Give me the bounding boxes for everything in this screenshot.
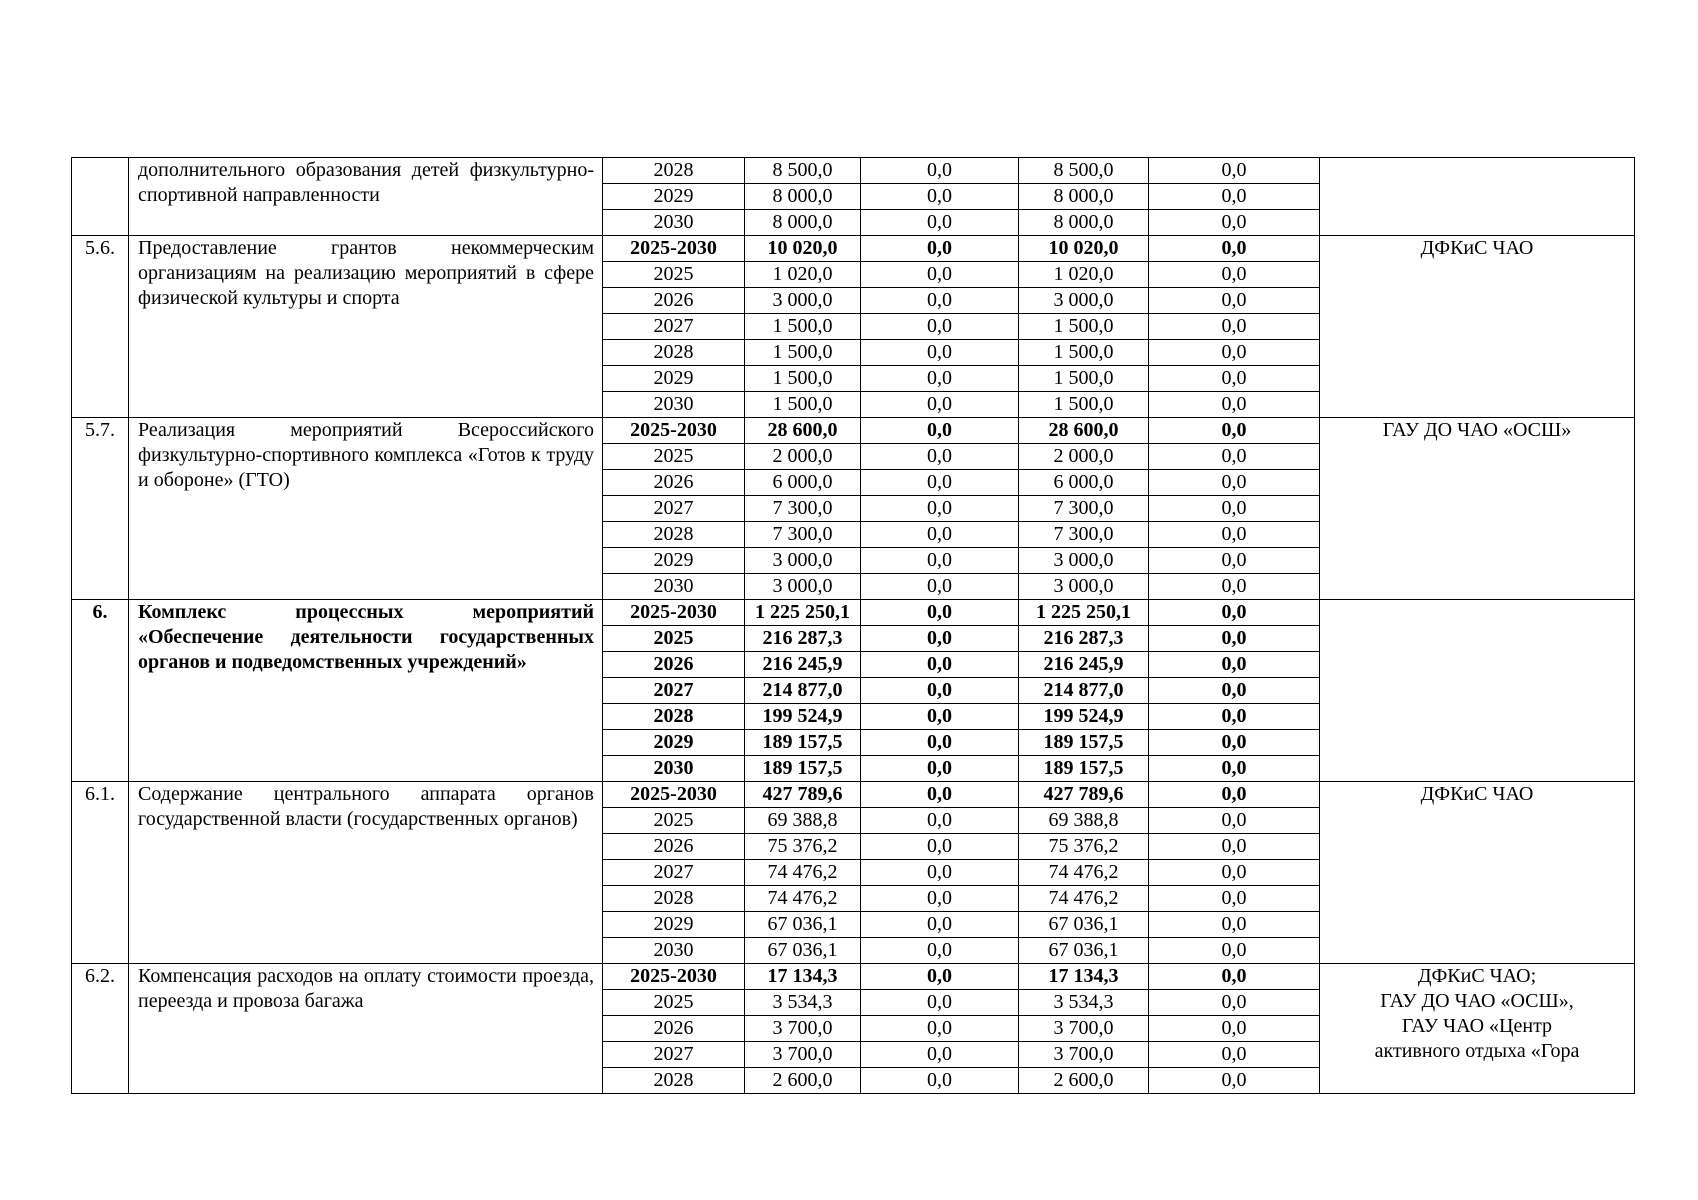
year-cell: 2029 xyxy=(603,184,745,210)
year-cell: 2025 xyxy=(603,990,745,1016)
federal-cell: 0,0 xyxy=(861,314,1019,340)
federal-cell: 0,0 xyxy=(861,158,1019,184)
other-cell: 0,0 xyxy=(1149,860,1320,886)
total-cell: 2 000,0 xyxy=(745,444,861,470)
regional-cell: 67 036,1 xyxy=(1019,912,1149,938)
federal-cell: 0,0 xyxy=(861,652,1019,678)
federal-cell: 0,0 xyxy=(861,834,1019,860)
total-cell: 7 300,0 xyxy=(745,522,861,548)
regional-cell: 7 300,0 xyxy=(1019,496,1149,522)
item-name: Содержание центрального аппарата органов государственной власти (государственных органов) xyxy=(138,783,594,830)
federal-cell: 0,0 xyxy=(861,366,1019,392)
regional-cell: 17 134,3 xyxy=(1019,964,1149,990)
year-cell: 2026 xyxy=(603,1016,745,1042)
year-cell: 2025-2030 xyxy=(603,418,745,444)
total-cell: 1 500,0 xyxy=(745,366,861,392)
item-name: Комплекс процессных мероприятий «Обеспечение деятельности государственных органов и подведомственных учреждений» xyxy=(138,601,594,673)
item-number: 5.7. xyxy=(72,418,129,600)
other-cell: 0,0 xyxy=(1149,678,1320,704)
table-row xyxy=(72,782,1635,808)
year-cell: 2025 xyxy=(603,262,745,288)
regional-cell: 1 500,0 xyxy=(1019,392,1149,418)
total-cell: 3 000,0 xyxy=(745,288,861,314)
federal-cell: 0,0 xyxy=(861,184,1019,210)
executor-line: ГАУ ДО ЧАО «ОСШ», xyxy=(1380,990,1574,1012)
year-cell: 2027 xyxy=(603,314,745,340)
executor-line: активного отдыха «Гора xyxy=(1374,1040,1580,1062)
year-cell: 2025-2030 xyxy=(603,964,745,990)
regional-cell: 2 000,0 xyxy=(1019,444,1149,470)
federal-cell: 0,0 xyxy=(861,262,1019,288)
total-cell: 74 476,2 xyxy=(745,860,861,886)
total-cell: 2 600,0 xyxy=(745,1068,861,1094)
year-cell: 2029 xyxy=(603,548,745,574)
federal-cell: 0,0 xyxy=(861,418,1019,444)
item-name: дополнительного образования детей физкультурно-спортивной направленности xyxy=(138,159,594,206)
regional-cell: 3 000,0 xyxy=(1019,548,1149,574)
regional-cell: 189 157,5 xyxy=(1019,756,1149,782)
federal-cell: 0,0 xyxy=(861,626,1019,652)
regional-cell: 216 245,9 xyxy=(1019,652,1149,678)
federal-cell: 0,0 xyxy=(861,1068,1019,1094)
regional-cell: 1 500,0 xyxy=(1019,366,1149,392)
regional-cell: 3 000,0 xyxy=(1019,574,1149,600)
total-cell: 3 700,0 xyxy=(745,1042,861,1068)
year-cell: 2028 xyxy=(603,1068,745,1094)
total-cell: 3 700,0 xyxy=(745,1016,861,1042)
total-cell: 1 500,0 xyxy=(745,392,861,418)
item-name-cell xyxy=(129,236,603,418)
total-cell: 8 500,0 xyxy=(745,158,861,184)
total-cell: 69 388,8 xyxy=(745,808,861,834)
federal-cell: 0,0 xyxy=(861,704,1019,730)
year-cell: 2026 xyxy=(603,652,745,678)
federal-cell: 0,0 xyxy=(861,496,1019,522)
year-cell: 2025-2030 xyxy=(603,236,745,262)
year-cell: 2030 xyxy=(603,574,745,600)
other-cell: 0,0 xyxy=(1149,808,1320,834)
other-cell: 0,0 xyxy=(1149,522,1320,548)
other-cell: 0,0 xyxy=(1149,756,1320,782)
total-cell: 3 534,3 xyxy=(745,990,861,1016)
other-cell: 0,0 xyxy=(1149,418,1320,444)
total-cell: 10 020,0 xyxy=(745,236,861,262)
other-cell: 0,0 xyxy=(1149,496,1320,522)
table-body xyxy=(72,158,1635,1094)
table-row xyxy=(72,158,1635,184)
federal-cell: 0,0 xyxy=(861,470,1019,496)
regional-cell: 28 600,0 xyxy=(1019,418,1149,444)
other-cell: 0,0 xyxy=(1149,1042,1320,1068)
regional-cell: 74 476,2 xyxy=(1019,860,1149,886)
regional-cell: 6 000,0 xyxy=(1019,470,1149,496)
total-cell: 67 036,1 xyxy=(745,938,861,964)
federal-cell: 0,0 xyxy=(861,522,1019,548)
regional-cell: 7 300,0 xyxy=(1019,522,1149,548)
federal-cell: 0,0 xyxy=(861,782,1019,808)
other-cell: 0,0 xyxy=(1149,262,1320,288)
item-name-cell xyxy=(129,964,603,1094)
regional-cell: 8 000,0 xyxy=(1019,184,1149,210)
total-cell: 8 000,0 xyxy=(745,210,861,236)
other-cell: 0,0 xyxy=(1149,730,1320,756)
year-cell: 2027 xyxy=(603,860,745,886)
other-cell: 0,0 xyxy=(1149,158,1320,184)
federal-cell: 0,0 xyxy=(861,730,1019,756)
regional-cell: 1 500,0 xyxy=(1019,340,1149,366)
total-cell: 3 000,0 xyxy=(745,574,861,600)
regional-cell: 8 000,0 xyxy=(1019,210,1149,236)
executor-cell xyxy=(1320,158,1635,236)
regional-cell: 75 376,2 xyxy=(1019,834,1149,860)
federal-cell: 0,0 xyxy=(861,756,1019,782)
year-cell: 2027 xyxy=(603,678,745,704)
other-cell: 0,0 xyxy=(1149,938,1320,964)
other-cell: 0,0 xyxy=(1149,314,1320,340)
other-cell: 0,0 xyxy=(1149,1016,1320,1042)
total-cell: 28 600,0 xyxy=(745,418,861,444)
other-cell: 0,0 xyxy=(1149,184,1320,210)
federal-cell: 0,0 xyxy=(861,392,1019,418)
table-row xyxy=(72,236,1635,262)
other-cell: 0,0 xyxy=(1149,210,1320,236)
total-cell: 427 789,6 xyxy=(745,782,861,808)
regional-cell: 1 500,0 xyxy=(1019,314,1149,340)
year-cell: 2026 xyxy=(603,288,745,314)
item-number: 5.6. xyxy=(72,236,129,418)
federal-cell: 0,0 xyxy=(861,912,1019,938)
table-row xyxy=(72,964,1635,990)
item-name-cell xyxy=(129,158,603,236)
item-number: 6. xyxy=(72,600,129,782)
year-cell: 2029 xyxy=(603,912,745,938)
other-cell: 0,0 xyxy=(1149,470,1320,496)
total-cell: 1 500,0 xyxy=(745,340,861,366)
year-cell: 2028 xyxy=(603,886,745,912)
other-cell: 0,0 xyxy=(1149,704,1320,730)
total-cell: 17 134,3 xyxy=(745,964,861,990)
item-name-cell xyxy=(129,600,603,782)
federal-cell: 0,0 xyxy=(861,1042,1019,1068)
federal-cell: 0,0 xyxy=(861,548,1019,574)
other-cell: 0,0 xyxy=(1149,288,1320,314)
year-cell: 2030 xyxy=(603,938,745,964)
regional-cell: 74 476,2 xyxy=(1019,886,1149,912)
year-cell: 2028 xyxy=(603,158,745,184)
federal-cell: 0,0 xyxy=(861,444,1019,470)
regional-cell: 1 020,0 xyxy=(1019,262,1149,288)
other-cell: 0,0 xyxy=(1149,340,1320,366)
item-name: Предоставление грантов некоммерческим организациям на реализацию мероприятий в сфере физической культуры и спорта xyxy=(138,237,594,309)
federal-cell: 0,0 xyxy=(861,964,1019,990)
total-cell: 67 036,1 xyxy=(745,912,861,938)
other-cell: 0,0 xyxy=(1149,652,1320,678)
federal-cell: 0,0 xyxy=(861,210,1019,236)
total-cell: 6 000,0 xyxy=(745,470,861,496)
federal-cell: 0,0 xyxy=(861,574,1019,600)
total-cell: 74 476,2 xyxy=(745,886,861,912)
other-cell: 0,0 xyxy=(1149,886,1320,912)
regional-cell: 3 700,0 xyxy=(1019,1016,1149,1042)
year-cell: 2026 xyxy=(603,834,745,860)
regional-cell: 3 534,3 xyxy=(1019,990,1149,1016)
regional-cell: 189 157,5 xyxy=(1019,730,1149,756)
year-cell: 2027 xyxy=(603,1042,745,1068)
executor-cell: ДФКиС ЧАО xyxy=(1320,782,1635,964)
other-cell: 0,0 xyxy=(1149,990,1320,1016)
regional-cell: 8 500,0 xyxy=(1019,158,1149,184)
other-cell: 0,0 xyxy=(1149,548,1320,574)
year-cell: 2025 xyxy=(603,444,745,470)
other-cell: 0,0 xyxy=(1149,574,1320,600)
executor-line: ГАУ ЧАО «Центр xyxy=(1401,1015,1553,1037)
year-cell: 2030 xyxy=(603,210,745,236)
federal-cell: 0,0 xyxy=(861,1016,1019,1042)
total-cell: 216 287,3 xyxy=(745,626,861,652)
other-cell: 0,0 xyxy=(1149,964,1320,990)
item-name-cell xyxy=(129,782,603,964)
executor-cell: ДФКиС ЧАО xyxy=(1320,236,1635,418)
total-cell: 8 000,0 xyxy=(745,184,861,210)
year-cell: 2028 xyxy=(603,704,745,730)
item-name: Компенсация расходов на оплату стоимости проезда, переезда и провоза багажа xyxy=(138,965,594,1012)
year-cell: 2030 xyxy=(603,392,745,418)
total-cell: 189 157,5 xyxy=(745,756,861,782)
federal-cell: 0,0 xyxy=(861,340,1019,366)
federal-cell: 0,0 xyxy=(861,860,1019,886)
other-cell: 0,0 xyxy=(1149,392,1320,418)
total-cell: 216 245,9 xyxy=(745,652,861,678)
budget-table xyxy=(71,157,1635,1094)
regional-cell: 199 524,9 xyxy=(1019,704,1149,730)
total-cell: 214 877,0 xyxy=(745,678,861,704)
federal-cell: 0,0 xyxy=(861,678,1019,704)
total-cell: 1 500,0 xyxy=(745,314,861,340)
regional-cell: 67 036,1 xyxy=(1019,938,1149,964)
total-cell: 199 524,9 xyxy=(745,704,861,730)
regional-cell: 1 225 250,1 xyxy=(1019,600,1149,626)
table-row xyxy=(72,418,1635,444)
executor-cell: ГАУ ДО ЧАО «ОСШ» xyxy=(1320,418,1635,600)
regional-cell: 2 600,0 xyxy=(1019,1068,1149,1094)
executor-cell xyxy=(1320,964,1635,1094)
executor-cell xyxy=(1320,600,1635,782)
item-name: Реализация мероприятий Всероссийского физкультурно-спортивного комплекса «Готов к труду и обороне» (ГТО) xyxy=(138,419,594,491)
federal-cell: 0,0 xyxy=(861,600,1019,626)
federal-cell: 0,0 xyxy=(861,288,1019,314)
year-cell: 2025-2030 xyxy=(603,600,745,626)
total-cell: 1 020,0 xyxy=(745,262,861,288)
regional-cell: 3 000,0 xyxy=(1019,288,1149,314)
federal-cell: 0,0 xyxy=(861,886,1019,912)
total-cell: 189 157,5 xyxy=(745,730,861,756)
other-cell: 0,0 xyxy=(1149,1068,1320,1094)
year-cell: 2028 xyxy=(603,522,745,548)
table-row xyxy=(72,600,1635,626)
item-number: 6.2. xyxy=(72,964,129,1094)
other-cell: 0,0 xyxy=(1149,834,1320,860)
federal-cell: 0,0 xyxy=(861,990,1019,1016)
year-cell: 2028 xyxy=(603,340,745,366)
regional-cell: 10 020,0 xyxy=(1019,236,1149,262)
regional-cell: 3 700,0 xyxy=(1019,1042,1149,1068)
other-cell: 0,0 xyxy=(1149,912,1320,938)
item-number: 6.1. xyxy=(72,782,129,964)
other-cell: 0,0 xyxy=(1149,600,1320,626)
total-cell: 3 000,0 xyxy=(745,548,861,574)
total-cell: 7 300,0 xyxy=(745,496,861,522)
year-cell: 2025 xyxy=(603,808,745,834)
other-cell: 0,0 xyxy=(1149,782,1320,808)
item-name-cell xyxy=(129,418,603,600)
year-cell: 2029 xyxy=(603,730,745,756)
regional-cell: 214 877,0 xyxy=(1019,678,1149,704)
other-cell: 0,0 xyxy=(1149,366,1320,392)
regional-cell: 216 287,3 xyxy=(1019,626,1149,652)
total-cell: 1 225 250,1 xyxy=(745,600,861,626)
year-cell: 2025 xyxy=(603,626,745,652)
regional-cell: 427 789,6 xyxy=(1019,782,1149,808)
item-number xyxy=(72,158,129,236)
total-cell: 75 376,2 xyxy=(745,834,861,860)
year-cell: 2029 xyxy=(603,366,745,392)
federal-cell: 0,0 xyxy=(861,938,1019,964)
year-cell: 2025-2030 xyxy=(603,782,745,808)
federal-cell: 0,0 xyxy=(861,236,1019,262)
executor-line: ДФКиС ЧАО; xyxy=(1417,965,1537,987)
federal-cell: 0,0 xyxy=(861,808,1019,834)
year-cell: 2030 xyxy=(603,756,745,782)
regional-cell: 69 388,8 xyxy=(1019,808,1149,834)
year-cell: 2026 xyxy=(603,470,745,496)
other-cell: 0,0 xyxy=(1149,626,1320,652)
other-cell: 0,0 xyxy=(1149,444,1320,470)
year-cell: 2027 xyxy=(603,496,745,522)
other-cell: 0,0 xyxy=(1149,236,1320,262)
